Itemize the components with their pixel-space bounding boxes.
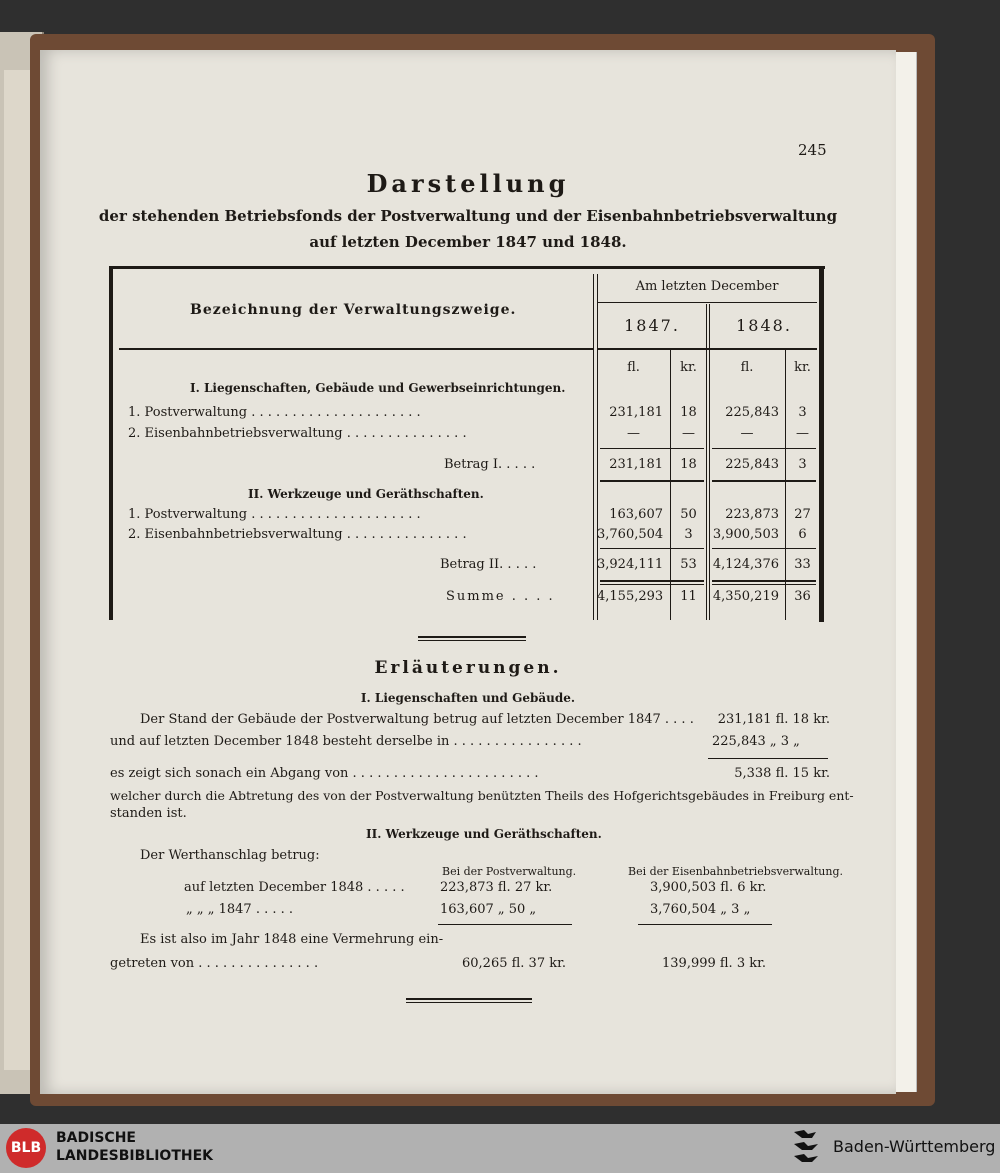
book-page (40, 50, 896, 1094)
note-value: 223,873 fl. 27 kr. (440, 880, 553, 895)
note-line: und auf letzten December 1848 besteht derselbe in . . . . . . . . . . . . . . . . (110, 734, 582, 749)
note-value: 60,265 fl. 37 kr. (462, 956, 567, 971)
page-title: Darstellung (366, 169, 570, 198)
unit-kr-1848: kr. (794, 360, 811, 375)
blb-logo[interactable]: BLB (6, 1128, 46, 1168)
section-2-heading: II. Werkzeuge und Geräthschaften. (248, 487, 484, 501)
subtitle-line-2: auf letzten December 1847 und 1848. (309, 233, 627, 251)
unit-kr-1847: kr. (680, 360, 697, 375)
subtitle-line-1: der stehenden Betriebsfonds der Postverwaltung und der Eisenbahnbetriebsverwaltung (98, 207, 838, 225)
baden-wuerttemberg-lions-icon (790, 1128, 824, 1166)
note-line: welcher durch die Abtretung des von der Postverwaltung benützten Theils des Hofgerichtsgebäudes in Freiburg ent- (110, 788, 854, 803)
table-cell: 18 (680, 405, 697, 420)
sum-rule (708, 758, 828, 759)
table-cell: 225,843 (725, 457, 779, 472)
table-cell: — (627, 426, 640, 441)
table-cell: 33 (794, 557, 811, 572)
table-cell: 3 (798, 405, 807, 420)
table-cell: — (796, 426, 809, 441)
unit-fl-1847: fl. (627, 360, 640, 375)
table-cell: — (682, 426, 695, 441)
note-value: 5,338 fl. 15 kr. (734, 766, 830, 781)
column-header-post: Bei der Postverwaltung. (442, 865, 577, 878)
period-header: Am letzten December (635, 279, 779, 294)
table-row-label: 2. Eisenbahnbetriebsverwaltung . . . . . . . . . . . . . . . (128, 426, 467, 441)
table-cell: 3,900,503 (712, 527, 779, 542)
notes-subheading-1: I. Liegenschaften und Gebäude. (360, 691, 576, 705)
table-cell: 223,873 (725, 507, 779, 522)
table-cell: 36 (794, 589, 811, 604)
section-1-heading: I. Liegenschaften, Gebäude und Gewerbseinrichtungen. (190, 381, 566, 395)
table-cell: 225,843 (725, 405, 779, 420)
table-cell: 231,181 (609, 405, 663, 420)
note-line: auf letzten December 1848 . . . . . (184, 880, 405, 895)
table-cell: 6 (798, 527, 807, 542)
table-cell: 3,924,111 (597, 557, 664, 572)
state-label[interactable]: Baden-Württemberg (833, 1137, 996, 1156)
note-value: 225,843 „ 3 „ (712, 734, 800, 749)
note-value: 3,900,503 fl. 6 kr. (650, 880, 767, 895)
table-row-label: 1. Postverwaltung . . . . . . . . . . . . . . . . . . . . . (128, 507, 421, 522)
table-cell: 3,760,504 (597, 527, 664, 542)
column-header-bahn: Bei der Eisenbahnbetriebsverwaltung. (628, 865, 844, 878)
table-subtotal-label: Betrag II. . . . . (440, 557, 537, 572)
note-line: es zeigt sich sonach ein Abgang von . . . . . . . . . . . . . . . . . . . . . . . (110, 766, 539, 781)
table-cell: 3 (684, 527, 693, 542)
page-stack-edge (896, 52, 917, 1092)
note-value: 231,181 fl. 18 kr. (717, 712, 830, 727)
note-line: getreten von . . . . . . . . . . . . . . . (110, 956, 319, 971)
table-cell: 163,607 (609, 507, 663, 522)
library-name-line-2: LANDESBIBLIOTHEK (56, 1148, 214, 1164)
table-cell: 53 (680, 557, 697, 572)
unit-fl-1848: fl. (740, 360, 754, 375)
library-name-line-1: BADISCHE (56, 1130, 136, 1146)
notes-subheading-2: II. Werkzeuge und Geräthschaften. (366, 827, 602, 841)
note-line: Der Stand der Gebäude der Postverwaltung betrug auf letzten December 1847 . . . . (140, 712, 694, 727)
table-total-label: Summe . . . . (446, 589, 555, 604)
table-cell: 11 (680, 589, 697, 604)
note-value: 139,999 fl. 3 kr. (662, 956, 767, 971)
note-value: 163,607 „ 50 „ (440, 902, 537, 917)
page-number: 245 (798, 141, 827, 159)
note-line: „ „ „ 1847 . . . . . (186, 902, 294, 917)
sum-rule (438, 924, 572, 925)
table-cell: 231,181 (609, 457, 663, 472)
year-1847-header: 1847. (624, 316, 680, 335)
note-line: Der Werthanschlag betrug: (140, 848, 320, 863)
note-value: 3,760,504 „ 3 „ (650, 902, 751, 917)
separator-rule (418, 636, 526, 638)
table-cell: 4,124,376 (712, 557, 779, 572)
note-line: standen ist. (110, 806, 187, 821)
table-column-header: Bezeichnung der Verwaltungszweige. (190, 302, 517, 318)
table-row-label: 2. Eisenbahnbetriebsverwaltung . . . . . . . . . . . . . . . (128, 527, 467, 542)
table-cell: 50 (680, 507, 697, 522)
table-cell: 4,350,219 (712, 589, 779, 604)
table-cell: — (740, 426, 754, 441)
table-cell: 3 (798, 457, 807, 472)
sum-rule (638, 924, 772, 925)
end-rule (406, 998, 532, 1000)
table-cell: 27 (794, 507, 811, 522)
table-row-label: 1. Postverwaltung . . . . . . . . . . . . . . . . . . . . . (128, 405, 421, 420)
table-cell: 4,155,293 (597, 589, 664, 604)
table-cell: 18 (680, 457, 697, 472)
year-1848-header: 1848. (736, 316, 792, 335)
notes-heading: Erläuterungen. (374, 658, 562, 678)
end-rule (406, 1002, 532, 1003)
table-subtotal-label: Betrag I. . . . . (444, 457, 536, 472)
separator-rule (418, 640, 526, 641)
note-line: Es ist also im Jahr 1848 eine Vermehrung ein- (140, 932, 444, 947)
